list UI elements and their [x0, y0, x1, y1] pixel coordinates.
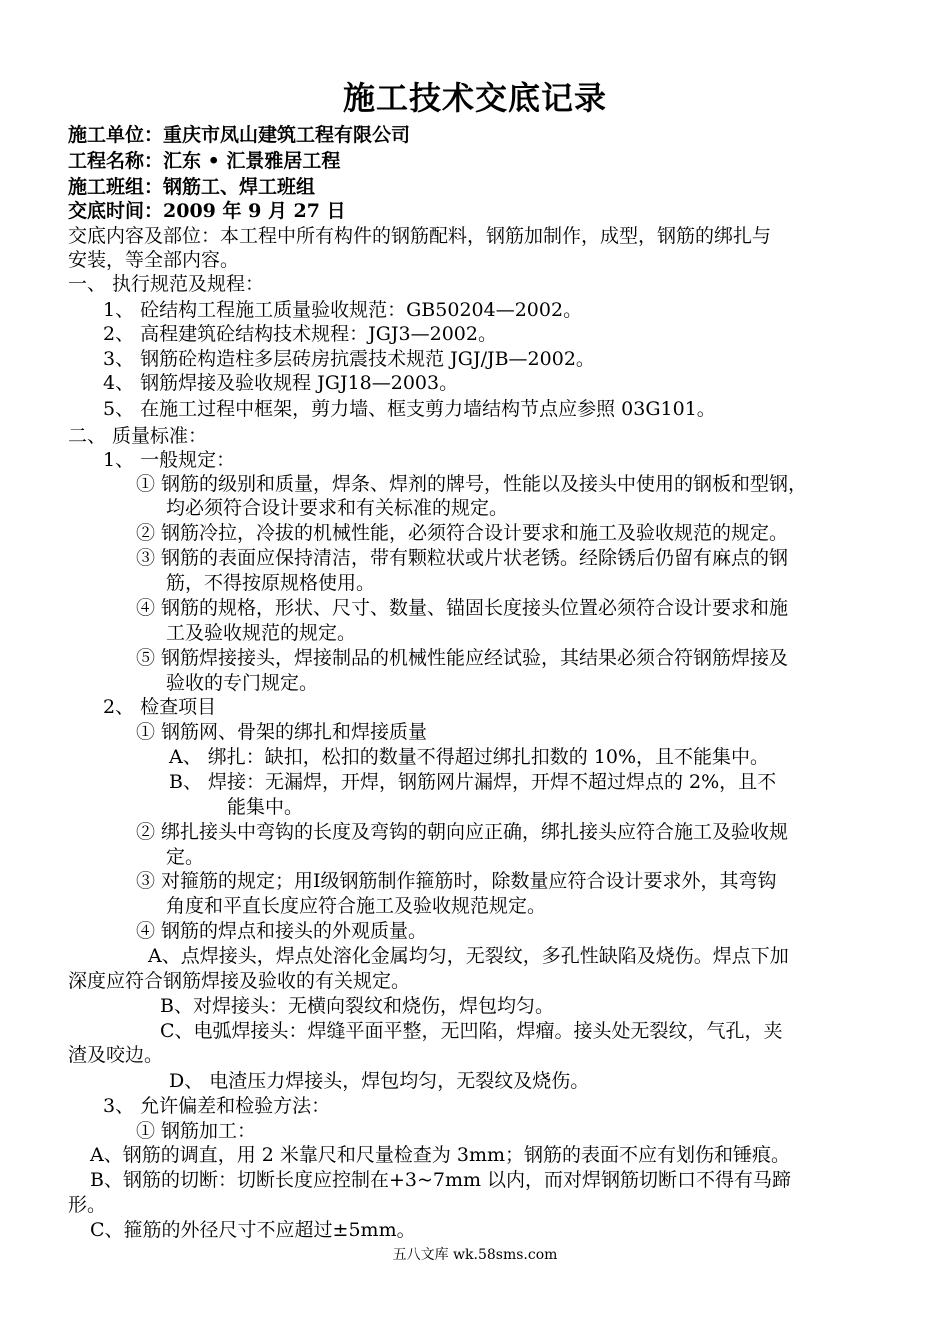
list-item: A、钢筋的调直，用 2 米靠尺和尺量检查为 3mm；钢筋的表面不应有划伤和锤痕。 [90, 1144, 791, 1166]
list-item: ③ 对箍筋的规定；用Ⅰ级钢筋制作箍筋时，除数量应符合设计要求外，其弯钩 [136, 870, 777, 892]
briefing-date: 交底时间：2009 年 9 月 27 日 [68, 200, 346, 222]
list-item: 1、 砼结构工程施工质量验收规范：GB50204—2002。 [103, 299, 583, 321]
list-item: B、对焊接头：无横向裂纹和烧伤，焊包均匀。 [160, 995, 554, 1017]
list-item: 5、 在施工过程中框架，剪力墙、框支剪力墙结构节点应参照 03G101。 [103, 398, 716, 420]
list-item: 均必须符合设计要求和有关标准的规定。 [166, 497, 509, 519]
list-item: ② 绑扎接头中弯钩的长度及弯钩的朝向应正确，绑扎接头应符合施工及验收规 [136, 821, 789, 843]
subsection-heading: 3、 允许偏差和检验方法： [103, 1095, 331, 1117]
list-item: ② 钢筋冷拉，冷拔的机械性能，必须符合设计要求和施工及验收规范的规定。 [136, 522, 789, 544]
list-item: 验收的专门规定。 [166, 672, 319, 694]
list-item: C、电弧焊接头：焊缝平面平整，无凹陷，焊瘤。接头处无裂纹，气孔，夹 [160, 1020, 783, 1042]
footer-watermark: 五八文库 wk.58sms.com [392, 1247, 558, 1263]
page-title: 施工技术交底记录 [342, 79, 607, 117]
construction-team: 施工班组：钢筋工、焊工班组 [68, 176, 316, 198]
project-name: 工程名称：汇东 • 汇景雅居工程 [68, 150, 341, 172]
list-item: ① 钢筋的级别和质量，焊条、焊剂的牌号，性能以及接头中使用的钢板和型钢， [136, 473, 808, 495]
list-item: 4、 钢筋焊接及验收规程 JGJ18—2003。 [103, 372, 459, 394]
list-item: ④ 钢筋的焊点和接头的外观质量。 [136, 920, 428, 942]
list-item: 角度和平直长度应符合施工及验收规范规定。 [166, 895, 547, 917]
list-item: ④ 钢筋的规格，形状、尺寸、数量、锚固长度接头位置必须符合设计要求和施 [136, 597, 789, 619]
intro-line: 交底内容及部位：本工程中所有构件的钢筋配料，钢筋加制作，成型，钢筋的绑扎与 [68, 225, 772, 247]
list-item: B、 焊接：无漏焊，开焊，钢筋网片漏焊，开焊不超过焊点的 2%，且不 [169, 771, 777, 793]
list-item: 筋，不得按原规格使用。 [166, 572, 376, 594]
list-item: 工及验收规范的规定。 [166, 622, 357, 644]
section-heading: 二、 质量标准： [68, 425, 208, 447]
list-item: ① 钢筋网、骨架的绑扎和焊接质量 [136, 721, 428, 743]
intro-line: 安装，等全部内容。 [68, 249, 240, 271]
list-item: 能集中。 [227, 796, 304, 818]
list-item: 2、 高程建筑砼结构技术规程：JGJ3—2002。 [103, 323, 497, 345]
list-item: A、 绑扎：缺扣，松扣的数量不得超过绑扎扣数的 10%，且不能集中。 [169, 746, 770, 768]
list-item: 形。 [68, 1194, 107, 1216]
subsection-heading: 2、 检查项目 [103, 696, 217, 718]
list-item: A、点焊接头，焊点处溶化金属均匀，无裂纹，多孔性缺陷及烧伤。焊点下加 [148, 945, 789, 967]
section-heading: 一、 执行规范及规程： [68, 273, 265, 295]
list-item: 渣及咬边。 [68, 1044, 164, 1066]
subsection-heading: 1、 一般规定： [103, 449, 236, 471]
list-item: ① 钢筋加工： [136, 1120, 257, 1142]
list-item: 定。 [166, 846, 205, 868]
list-item: 3、 钢筋砼构造柱多层砖房抗震技术规范 JGJ/JB—2002。 [103, 348, 595, 370]
list-item: D、 电渣压力焊接头，焊包均匀，无裂纹及烧伤。 [169, 1070, 590, 1092]
list-item: ③ 钢筋的表面应保持清洁，带有颗粒状或片状老锈。经除锈后仍留有麻点的钢 [136, 547, 789, 569]
list-item: ⑤ 钢筋焊接接头，焊接制品的机械性能应经试验，其结果必须合符钢筋焊接及 [136, 647, 789, 669]
list-item: 深度应符合钢筋焊接及验收的有关规定。 [68, 970, 411, 992]
construction-unit: 施工单位：重庆市凤山建筑工程有限公司 [68, 124, 411, 146]
list-item: B、钢筋的切断：切断长度应控制在+3~7mm 以内，而对焊钢筋切断口不得有马蹄 [90, 1169, 792, 1191]
list-item: C、箍筋的外径尺寸不应超过±5mm。 [90, 1219, 416, 1241]
